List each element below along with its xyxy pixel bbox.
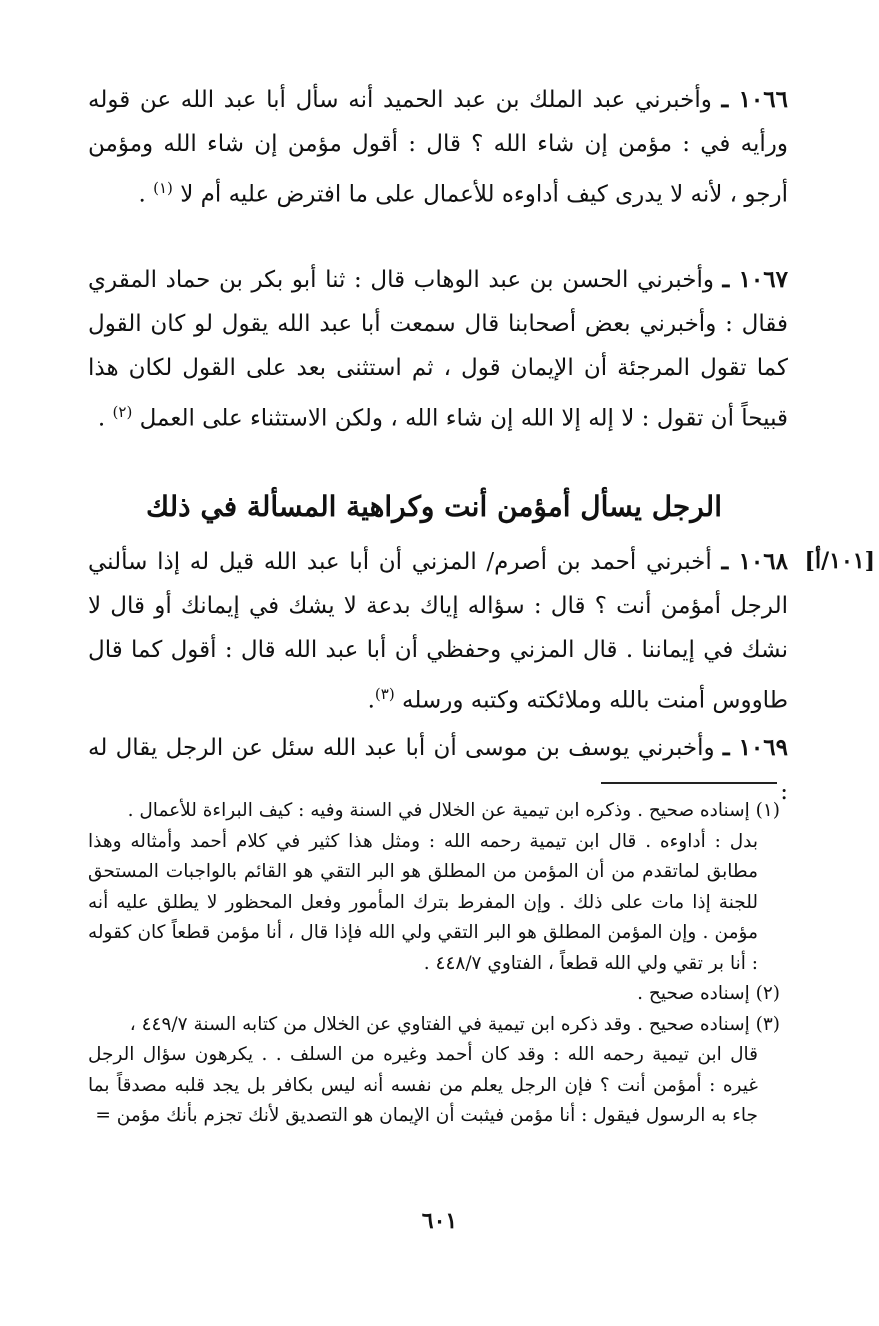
entry-number: ١٠٦٨ ـ <box>721 548 788 575</box>
entry-number: ١٠٦٧ ـ <box>722 266 788 293</box>
entry-1068 <box>88 540 788 723</box>
entry-end: . <box>367 687 375 714</box>
footnote-mark: (٢) <box>755 983 780 1004</box>
footnote-text: إسناده صحيح . <box>637 983 750 1004</box>
manuscript-folio-ref: [١٠١/أ] <box>804 548 875 574</box>
footnote-mark: (١) <box>755 800 780 821</box>
entry-text: وأخبرني عبد الملك بن عبد الحميد أنه سأل أبا عبد الله عن قوله ورأيه في : مؤمن إن شاء الله ؟ قال : أقول مؤمن إن شاء الله ومؤمن أرجو ، لأنه لا يدرى كيف أداوءه للأعمال على ما افترض عليه أم لا <box>88 87 788 208</box>
entry-text: وأخبرني الحسن بن عبد الوهاب قال : ثنا أبو بكر بن حماد المقري فقال : وأخبرني بعض أصحابنا قال سمعت أبا عبد الله يقول لو كان القول كما تقول المرجئة أن الإيمان قول ، ثم استثنى بعد على القول لكان هذا قبيحاً أن تقول : لا إله إلا الله إن شاء الله ، ولكن الاستثناء على العمل <box>88 267 788 432</box>
chapter-title: الرجل يسأل أمؤمن أنت وكراهية المسألة في ذلك <box>146 490 722 523</box>
footnote-ref: (٣) <box>374 685 395 703</box>
entry-1066 <box>88 78 788 217</box>
footnote-ref: (١) <box>153 179 173 197</box>
entry-number: ١٠٦٩ ـ <box>722 734 788 761</box>
entry-end: . <box>97 405 113 432</box>
footnote-mark: (٣) <box>755 1013 780 1035</box>
page-number: ٦٠١ <box>421 1208 458 1234</box>
entry-end: . <box>138 181 154 208</box>
entry-text: وأخبرني يوسف بن موسى أن أبا عبد الله سئل عن الرجل يقال له : <box>88 735 788 805</box>
footnote-text: إسناده صحيح . وقد ذكره ابن تيمية في الفتاوي عن الخلال من كتابه السنة ٤٤٩/٧ ، <box>129 1013 750 1035</box>
footnote-text: إسناده صحيح . وذكره ابن تيمية عن الخلال في السنة وفيه : كيف البراءة للأعمال . <box>127 800 750 821</box>
footnote-continuation: بدل : أداوءه . قال ابن تيمية رحمه الله : ومثل هذا كثير في كلام أحمد وأمثاله وهذا مطابق لماتقدم من أن المؤمن من المطلق هو البر التقي هو القائم بالواجبات المستحق للجنة إذا مات على ذلك . وإن المفرط بترك المأمور وفعل المحظور لا يطلق عليه أنه مؤمن . وإن المؤمن المطلق هو البر التقي ولي الله فإذا قال ، أنا مؤمن قطعاً كان كقوله : أنا بر تقي ولي الله قطعاً ، الفتاوي ٤٤٨/٧ . <box>88 830 758 974</box>
footnote-divider <box>601 782 777 784</box>
footnote-ref: (٢) <box>112 403 133 421</box>
footnote-continuation: قال ابن تيمية رحمه الله : وقد كان أحمد وغيره من السلف . . يكرهون سؤال الرجل غيره : أمؤمن أنت ؟ فإن الرجل يعلم من نفسه أنه ليس بكافر بل يجد قلبه مصدقاً بما جاء به الرسول فيقول : أنا مؤمن فيثبت أن الإيمان هو التصديق لأنك تجزم بأنك مؤمن = <box>88 1044 758 1126</box>
entry-1067 <box>88 258 788 441</box>
footnote-1 <box>88 796 780 979</box>
entry-text: أخبرني أحمد بن أصرم/ المزني أن أبا عبد الله قيل له إذا سألني الرجل أمؤمن أنت ؟ قال : سؤاله إياك بدعة لا يشك في إيمانك أو قال لا نشك في إيماننا . قال المزني وحفظي أن أبا عبد الله قال : أقول كما قال طاووس أمنت بالله وملائكته وكتبه ورسله <box>88 549 788 714</box>
footnote-3 <box>88 1010 780 1132</box>
footnotes <box>88 796 780 1132</box>
entry-number: ١٠٦٦ ـ <box>721 86 788 113</box>
footnote-2 <box>88 979 780 1010</box>
